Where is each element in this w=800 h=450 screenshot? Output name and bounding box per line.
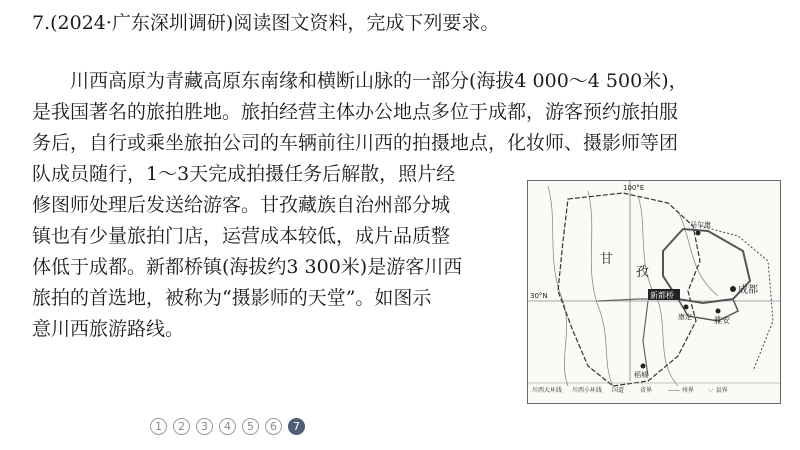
city-marker-daocheng [641, 364, 646, 369]
legend-national-road: 国道 [612, 387, 625, 394]
paragraph-line: 川西高原为青藏高原东南缘和横断山脉的一部分(海拔4 000～4 500米)， [70, 70, 688, 92]
paragraph-line: 镇也有少量旅拍门店，运营成本较低，成片品质整 [32, 225, 451, 247]
kangding-label: 康定 [678, 313, 692, 321]
page-1-button[interactable]: 1 [150, 418, 167, 435]
lat-label: 30°N [530, 292, 548, 300]
gan-label: 甘 [600, 252, 614, 267]
xinduqiao-label: 新都桥 [650, 291, 674, 300]
yaan-label: 雅安 [714, 316, 730, 325]
city-marker-yaan [716, 309, 721, 314]
paragraph-line: 意川西旅游路线。 [32, 318, 185, 340]
city-marker-kangding [684, 305, 689, 310]
legend-prefecture: —— 州界 [668, 387, 694, 394]
zi-label: 孜 [636, 265, 650, 280]
national-road [598, 299, 678, 376]
question-header: 7.(2024·广东深圳调研)阅读图文资料，完成下列要求。 [32, 12, 500, 34]
city-marker-maerkang [696, 231, 701, 236]
legend-province: 省界 [640, 387, 653, 394]
sichuan-route-map [527, 180, 781, 404]
paragraph-line: 体低于成都。新都桥镇(海拔约3 300米)是游客川西 [32, 256, 463, 278]
pagination [150, 418, 305, 435]
daocheng-label: 稻城 [634, 371, 648, 379]
maerkang-label: 马尔康 [690, 221, 711, 229]
paragraph-line: 旅拍的首选地，被称为“摄影师的天堂”。如图示 [32, 287, 432, 309]
map-svg [528, 181, 780, 403]
legend-big-loop: 川西大环线 [532, 387, 563, 394]
lon-label: 100°E [623, 184, 645, 192]
page-5-button[interactable]: 5 [242, 418, 259, 435]
paragraph-line: 是我国著名的旅拍胜地。旅拍经营主体办公地点多位于成都，游客预约旅拍服 [32, 101, 679, 123]
page-6-button[interactable]: 6 [265, 418, 282, 435]
chengdu-label: 成都 [738, 285, 758, 296]
map-legend [532, 386, 728, 394]
page-3-button[interactable]: 3 [196, 418, 213, 435]
river-line [588, 191, 613, 386]
page-4-button[interactable]: 4 [219, 418, 236, 435]
paragraph-line: 务后，自行或乘坐旅拍公司的车辆前往川西的拍摄地点，化妆师、摄影师等团 [32, 132, 679, 154]
page-7-button[interactable]: 7 [288, 418, 305, 435]
legend-county: ·.· 县界 [708, 387, 728, 394]
legend-small-loop: 川西小环线 [572, 387, 603, 394]
city-marker-chengdu [730, 286, 736, 292]
paragraph-line: 队成员随行，1～3天完成拍摄任务后解散，照片经 [32, 163, 456, 185]
page-2-button[interactable]: 2 [173, 418, 190, 435]
paragraph-line: 修图师处理后发送给游客。甘孜藏族自治州部分城 [32, 194, 451, 216]
